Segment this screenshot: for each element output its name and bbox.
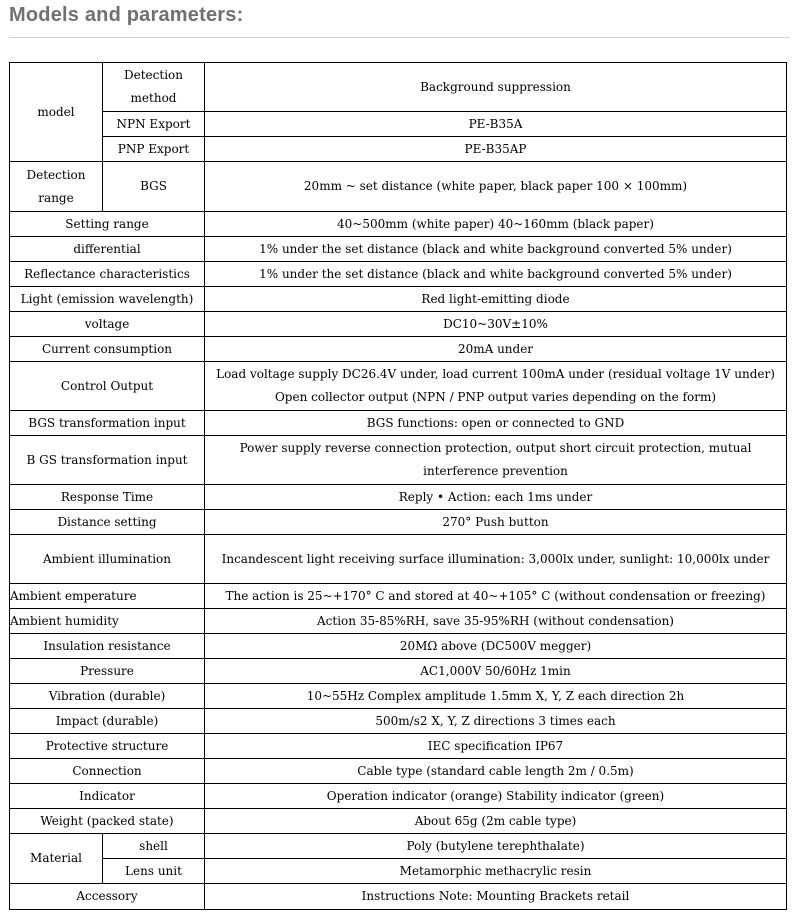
spec-value: Reply • Action: each 1ms under xyxy=(205,485,787,510)
spec-label: Impact (durable) xyxy=(10,709,205,734)
spec-value: 1% under the set distance (black and white background converted 5% under) xyxy=(205,237,787,262)
accessory-value: Instructions Note: Mounting Brackets retail xyxy=(205,884,787,910)
detection-range-value: 20mm ~ set distance (white paper, black paper 100 × 100mm) xyxy=(205,162,787,212)
spec-value: Operation indicator (orange) Stability indicator (green) xyxy=(205,784,787,809)
spec-label: Setting range xyxy=(10,212,205,237)
table-row xyxy=(10,485,787,510)
table-row xyxy=(10,759,787,784)
spec-table xyxy=(9,62,787,910)
spec-label: Current consumption xyxy=(10,337,205,362)
spec-value: IEC specification IP67 xyxy=(205,734,787,759)
table-row xyxy=(10,137,787,162)
table-row xyxy=(10,212,787,237)
pnp-label: PNP Export xyxy=(103,137,205,162)
spec-label: Weight (packed state) xyxy=(10,809,205,834)
table-row xyxy=(10,510,787,535)
spec-label: Distance setting xyxy=(10,510,205,535)
table-row xyxy=(10,809,787,834)
lens-value: Metamorphic methacrylic resin xyxy=(205,859,787,884)
table-row xyxy=(10,411,787,436)
npn-value: PE-B35A xyxy=(205,112,787,137)
spec-label: voltage xyxy=(10,312,205,337)
table-row xyxy=(10,684,787,709)
material-label: Material xyxy=(10,834,103,884)
spec-value: DC10~30V±10% xyxy=(205,312,787,337)
table-row xyxy=(10,312,787,337)
spec-label: Protective structure xyxy=(10,734,205,759)
shell-label: shell xyxy=(103,834,205,859)
pnp-value: PE-B35AP xyxy=(205,137,787,162)
spec-value: Red light-emitting diode xyxy=(205,287,787,312)
bgs-input2-value: Power supply reverse connection protection, output short circuit protection, mutual interference prevention xyxy=(205,436,787,485)
detection-range-label: Detection range xyxy=(10,162,103,212)
spec-label: Pressure xyxy=(10,659,205,684)
table-row xyxy=(10,884,787,910)
table-row xyxy=(10,262,787,287)
detection-method-label: Detection method xyxy=(103,63,205,112)
table-row xyxy=(10,734,787,759)
bgs-input-value: BGS functions: open or connected to GND xyxy=(205,411,787,436)
table-row xyxy=(10,337,787,362)
detection-method-value: Background suppression xyxy=(205,63,787,112)
spec-label: Response Time xyxy=(10,485,205,510)
bgs-input-label: BGS transformation input xyxy=(10,411,205,436)
spec-value: 10~55Hz Complex amplitude 1.5mm X, Y, Z each direction 2h xyxy=(205,684,787,709)
table-row xyxy=(10,784,787,809)
detection-range-sublabel: BGS xyxy=(103,162,205,212)
bgs-input2-label: B GS transformation input xyxy=(10,436,205,485)
ambient-illumination-label: Ambient illumination xyxy=(10,535,205,584)
spec-value: 500m/s2 X, Y, Z directions 3 times each xyxy=(205,709,787,734)
lens-label: Lens unit xyxy=(103,859,205,884)
table-row xyxy=(10,584,787,609)
spec-label: Ambient emperature xyxy=(10,584,205,609)
spec-value: AC1,000V 50/60Hz 1min xyxy=(205,659,787,684)
spec-label: Indicator xyxy=(10,784,205,809)
control-output-line2: Open collector output (NPN / PNP output varies depending on the form) xyxy=(274,390,717,404)
control-output-line1: Load voltage supply DC26.4V under, load current 100mA under (residual voltage 1V under) xyxy=(216,367,775,381)
table-row xyxy=(10,834,787,859)
spec-value: 20MΩ above (DC500V megger) xyxy=(205,634,787,659)
table-row xyxy=(10,112,787,137)
spec-value: 1% under the set distance (black and white background converted 5% under) xyxy=(205,262,787,287)
spec-label: Insulation resistance xyxy=(10,634,205,659)
spec-label: Connection xyxy=(10,759,205,784)
control-output-value xyxy=(205,362,787,411)
table-row xyxy=(10,609,787,634)
spec-label: differential xyxy=(10,237,205,262)
spec-value: About 65g (2m cable type) xyxy=(205,809,787,834)
control-output-label: Control Output xyxy=(10,362,205,411)
ambient-illumination-value: Incandescent light receiving surface illumination: 3,000lx under, sunlight: 10,000lx under xyxy=(205,535,787,584)
table-row xyxy=(10,436,787,485)
title-divider xyxy=(9,37,790,38)
table-row xyxy=(10,634,787,659)
table-row xyxy=(10,63,787,112)
spec-label: Light (emission wavelength) xyxy=(10,287,205,312)
table-row xyxy=(10,859,787,884)
table-row xyxy=(10,659,787,684)
spec-label: Reflectance characteristics xyxy=(10,262,205,287)
table-row xyxy=(10,237,787,262)
accessory-label: Accessory xyxy=(10,884,205,910)
spec-value: The action is 25~+170° C and stored at 40~+105° C (without condensation or freezing) xyxy=(205,584,787,609)
spec-value: 270° Push button xyxy=(205,510,787,535)
model-label: model xyxy=(10,63,103,162)
table-row xyxy=(10,709,787,734)
page-title: Models and parameters: xyxy=(9,4,244,26)
table-row xyxy=(10,287,787,312)
table-row xyxy=(10,362,787,411)
spec-value: 40~500mm (white paper) 40~160mm (black paper) xyxy=(205,212,787,237)
npn-label: NPN Export xyxy=(103,112,205,137)
spec-value: Action 35-85%RH, save 35-95%RH (without condensation) xyxy=(205,609,787,634)
spec-label: Ambient humidity xyxy=(10,609,205,634)
spec-label: Vibration (durable) xyxy=(10,684,205,709)
shell-value: Poly (butylene terephthalate) xyxy=(205,834,787,859)
spec-value: Cable type (standard cable length 2m / 0.5m) xyxy=(205,759,787,784)
table-row xyxy=(10,162,787,212)
spec-value: 20mA under xyxy=(205,337,787,362)
table-row xyxy=(10,535,787,584)
